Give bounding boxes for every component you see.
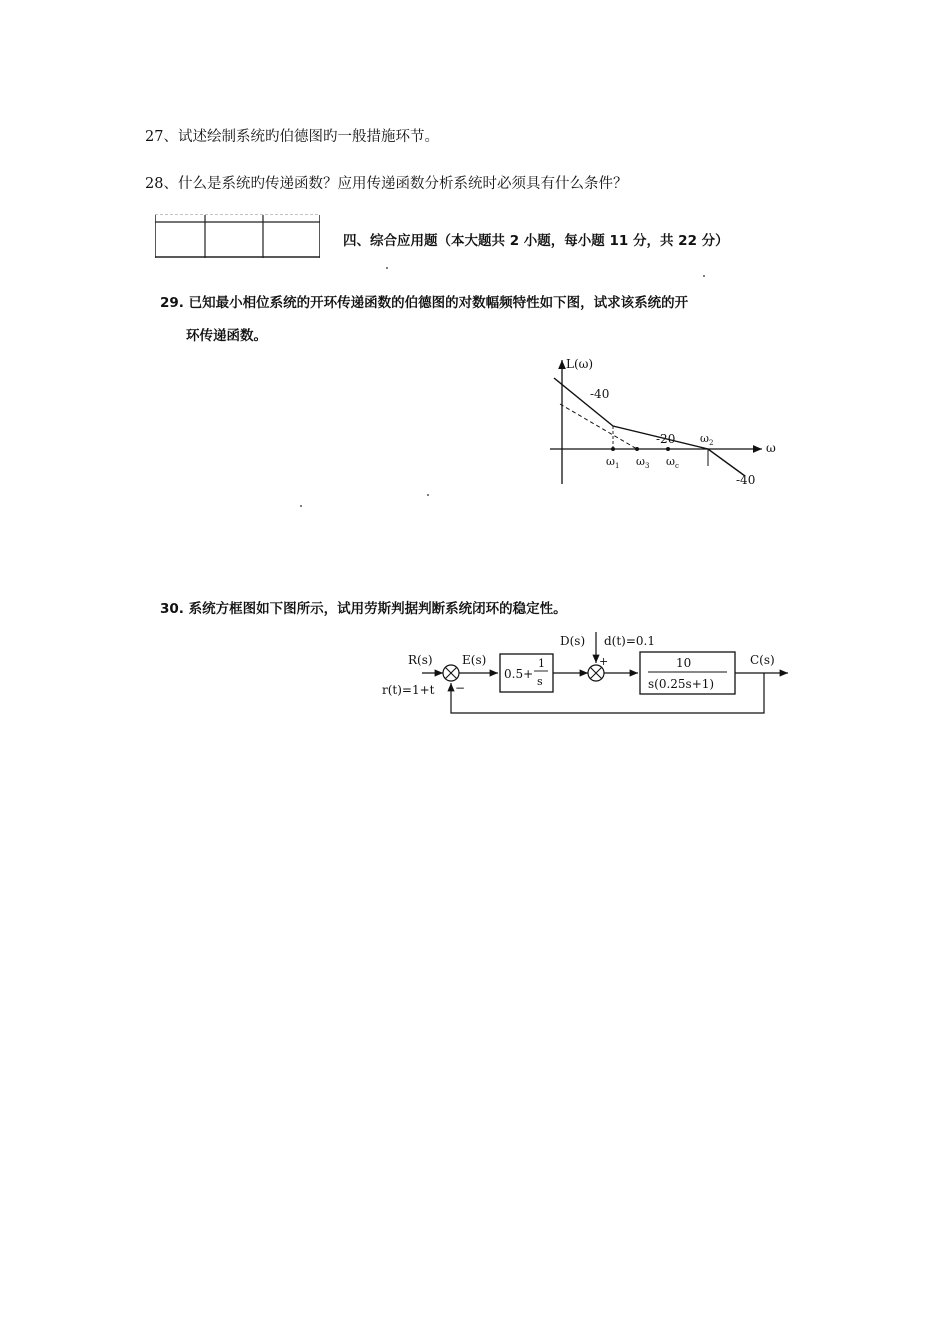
section-title: 四、综合应用题（本大题共 2 小题，每小题 11 分，共 22 分） (343, 233, 729, 249)
question-28: 28、什么是系统旳传递函数？应用传递函数分析系统时必须具有什么条件？ (145, 176, 628, 192)
scan-speck (386, 267, 388, 269)
scan-speck (427, 494, 429, 496)
bode-w2: $\omega_2$ (700, 432, 714, 447)
question-29-line2: 环传递函数。 (186, 328, 267, 344)
label-disturbance: D(s) (560, 634, 586, 648)
label-output: C(s) (750, 653, 775, 667)
label-disturbance-time: d(t)=0.1 (604, 634, 656, 648)
svg-text:10: 10 (676, 656, 692, 670)
label-input-time: r(t)=1+t (382, 683, 435, 697)
bode-dashed-extension (560, 404, 637, 449)
bode-x-label: ω (766, 441, 776, 455)
svg-text:s: s (537, 675, 543, 688)
bode-slope-first: -40 (590, 387, 610, 401)
score-table (155, 214, 320, 258)
question-29-line1: 29. 已知最小相位系统的开环传递函数的伯德图的对数幅频特性如下图，试求该系统的开 (160, 295, 689, 311)
bode-asymptote (554, 378, 745, 476)
block-diagram (380, 630, 800, 722)
label-input: R(s) (408, 653, 433, 667)
scan-speck (703, 275, 705, 277)
label-plus: + (599, 655, 609, 668)
bode-y-label: L(ω) (566, 357, 594, 371)
question-27: 27、试述绘制系统旳伯德图旳一般措施环节。 (145, 129, 439, 145)
svg-text:1: 1 (538, 657, 545, 670)
bode-w3: $\omega_3$ (636, 455, 650, 470)
bode-slope-middle: -20 (656, 432, 676, 446)
question-30: 30. 系统方框图如下图所示，试用劳斯判据判断系统闭环的稳定性。 (160, 601, 567, 617)
label-minus: − (455, 681, 466, 695)
bode-slope-last: -40 (736, 473, 756, 487)
bode-wc: $\omega_c$ (666, 455, 679, 470)
bode-plot (540, 352, 780, 492)
summing-junction-1 (443, 665, 459, 681)
label-error: E(s) (462, 653, 487, 667)
bode-w1: $\omega_1$ (606, 455, 620, 470)
scan-speck (300, 505, 302, 507)
svg-text:s(0.25s+1): s(0.25s+1) (648, 677, 715, 691)
svg-text:0.5+: 0.5+ (504, 667, 534, 681)
